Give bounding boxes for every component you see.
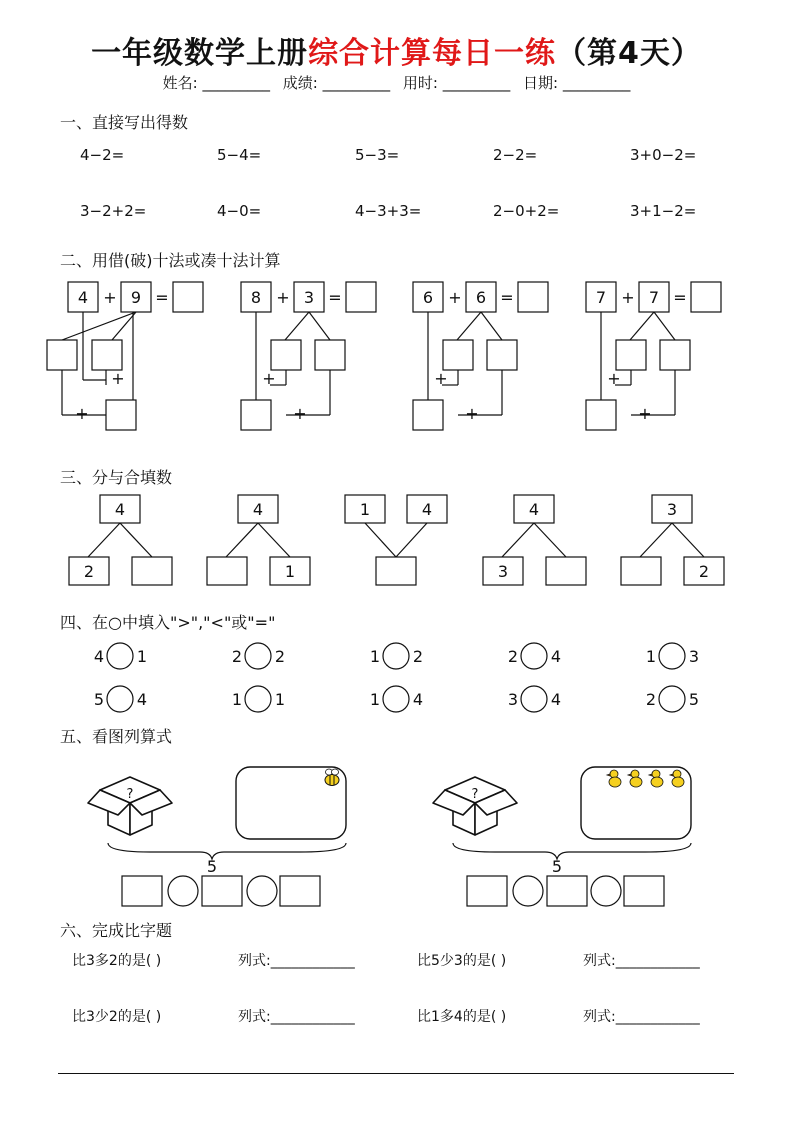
p3-plus: +	[448, 288, 462, 307]
box-question: ?	[126, 787, 134, 802]
svg-text:1: 1	[231, 690, 243, 709]
problem-1: 4−2=	[80, 146, 125, 164]
p4-plus3: +	[638, 404, 652, 423]
svg-text:5: 5	[688, 690, 700, 709]
problem-5: 3+0−2=	[630, 146, 697, 164]
date-field[interactable]: 日期: _________	[523, 74, 631, 92]
t1-top: 4	[114, 500, 126, 519]
section-3-heading: 三、分与合填数	[60, 468, 173, 487]
section-1-heading: 一、直接写出得数	[60, 113, 189, 132]
svg-text:4: 4	[550, 690, 562, 709]
box-question-2: ?	[471, 787, 479, 802]
total-right: 5	[551, 857, 563, 876]
t3-right: 4	[421, 500, 433, 519]
info-line	[0, 72, 793, 93]
bee-icon	[325, 769, 339, 786]
score-field[interactable]: 成绩: _________	[282, 74, 391, 92]
svg-text:1: 1	[369, 647, 381, 666]
svg-text:1: 1	[645, 647, 657, 666]
problem-2: 5−4=	[217, 146, 262, 164]
p1-plus3: +	[75, 404, 89, 423]
svg-text:2: 2	[231, 647, 243, 666]
title-black: 一年级数学上册	[91, 36, 309, 71]
t3-left: 1	[359, 500, 371, 519]
svg-text:4: 4	[93, 647, 105, 666]
p2-plus: +	[276, 288, 290, 307]
split-merge-diagrams	[0, 490, 793, 590]
svg-text:5: 5	[93, 690, 105, 709]
mystery-box-icon	[88, 777, 172, 835]
problem-4: 2−2=	[493, 146, 538, 164]
ten-method-diagrams	[0, 275, 793, 440]
t4-top: 4	[528, 500, 540, 519]
svg-text:2: 2	[507, 647, 519, 666]
svg-text:2: 2	[645, 690, 657, 709]
p2-plus3: +	[293, 404, 307, 423]
section-5-heading: 五、看图列算式	[60, 727, 173, 746]
p2-a: 8	[250, 288, 262, 307]
problem-8: 4−3+3=	[355, 202, 422, 220]
comp-f2[interactable]: 列式:____________	[583, 953, 700, 969]
svg-text:1: 1	[274, 690, 286, 709]
comp-q1: 比3多2的是( )	[72, 953, 162, 969]
svg-text:1: 1	[136, 647, 148, 666]
comp-q3: 比3少2的是( )	[72, 1009, 162, 1025]
p1-b: 9	[130, 288, 142, 307]
ten-problem-1	[47, 282, 203, 430]
chick-icons	[607, 770, 684, 787]
comp-q2: 比5少3的是( )	[417, 953, 507, 969]
comp-f4[interactable]: 列式:____________	[583, 1009, 700, 1025]
svg-text:2: 2	[274, 647, 286, 666]
footer-divider	[58, 1073, 734, 1074]
p3-eq: =	[500, 288, 514, 307]
svg-text:2: 2	[412, 647, 424, 666]
svg-text:3: 3	[507, 690, 519, 709]
t2-top: 4	[252, 500, 264, 519]
time-field[interactable]: 用时: _________	[402, 74, 511, 92]
comp-f3[interactable]: 列式:____________	[238, 1009, 355, 1025]
picture-problems	[0, 755, 793, 910]
p1-a: 4	[77, 288, 89, 307]
comp-q4: 比1多4的是( )	[417, 1009, 507, 1025]
section-4-heading: 四、在○中填入">","<"或"="	[60, 613, 276, 632]
problem-10: 3+1−2=	[630, 202, 697, 220]
p3-b: 6	[475, 288, 487, 307]
problem-6: 3−2+2=	[80, 202, 147, 220]
p2-eq: =	[328, 288, 342, 307]
title-tail: （第4天）	[556, 36, 702, 71]
mystery-box-icon-2	[433, 777, 517, 835]
p3-plus3: +	[465, 404, 479, 423]
p1-plus2: +	[111, 369, 125, 388]
svg-text:1: 1	[369, 690, 381, 709]
t5-right: 2	[698, 562, 710, 581]
p4-eq: =	[673, 288, 687, 307]
p1-eq: =	[155, 288, 169, 307]
comp-f1[interactable]: 列式:____________	[238, 953, 355, 969]
p4-a: 7	[595, 288, 607, 307]
svg-text:4: 4	[412, 690, 424, 709]
svg-text:4: 4	[550, 647, 562, 666]
name-field[interactable]: 姓名: _________	[162, 74, 270, 92]
total-left: 5	[206, 857, 218, 876]
p3-plus2: +	[434, 369, 448, 388]
t1-left: 2	[83, 562, 95, 581]
title-red: 综合计算每日一练	[308, 36, 557, 71]
p2-b: 3	[303, 288, 315, 307]
problem-9: 2−0+2=	[493, 202, 560, 220]
section-6-heading: 六、完成比字题	[60, 921, 173, 940]
p4-plus: +	[621, 288, 635, 307]
t2-right: 1	[284, 562, 296, 581]
p4-plus2: +	[607, 369, 621, 388]
p4-b: 7	[648, 288, 660, 307]
section-2-heading: 二、用借(破)十法或凑十法计算	[60, 251, 281, 270]
problem-3: 5−3=	[355, 146, 400, 164]
problem-7: 4−0=	[217, 202, 262, 220]
svg-text:4: 4	[136, 690, 148, 709]
page-title	[0, 28, 793, 72]
p2-plus2: +	[262, 369, 276, 388]
t5-top: 3	[666, 500, 678, 519]
svg-text:3: 3	[688, 647, 700, 666]
t4-left: 3	[497, 562, 509, 581]
compare-circles	[0, 636, 793, 721]
p3-a: 6	[422, 288, 434, 307]
p1-plus: +	[103, 288, 117, 307]
